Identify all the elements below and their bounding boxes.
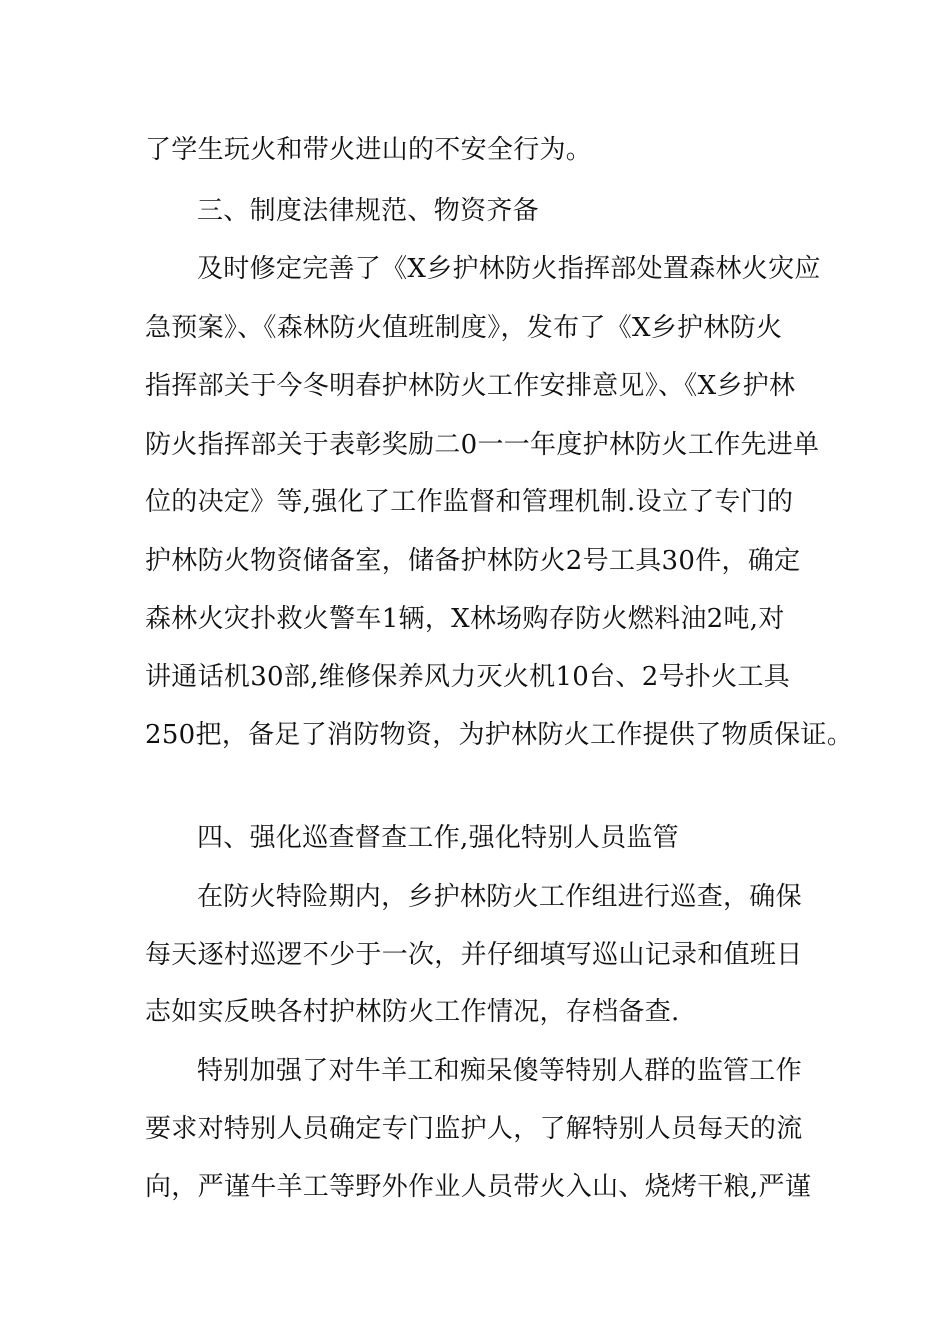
body-text-line: 了学生玩火和带火进山的不安全行为。 (145, 135, 593, 165)
body-text-line: 位的决定》等,强化了工作监督和管理机制.设立了专门的 (145, 487, 794, 517)
body-text-line: 志如实反映各村护林防火工作情况，存档备查. (145, 997, 680, 1027)
body-text-line: 森林火灾扑救火警车1辆，X林场购存防火燃料油2吨,对 (145, 604, 785, 634)
body-text-line: 向，严谨牛羊工等野外作业人员带火入山、烧烤干粮,严谨 (145, 1172, 812, 1202)
body-text-line: 在防火特险期内，乡护林防火工作组进行巡查，确保 (197, 882, 802, 912)
body-text-line: 每天逐村巡逻不少于一次，并仔细填写巡山记录和值班日 (145, 940, 803, 970)
body-text-line: 讲通话机30部,维修保养风力灭火机10台、2号扑火工具 (145, 662, 791, 692)
body-text-line: 急预案》、《森林防火值班制度》，发布了《X乡护林防火 (145, 313, 783, 343)
body-text-line: 250把，备足了消防物资，为护林防火工作提供了物质保证。 (145, 720, 854, 750)
body-text-line: 及时修定完善了《X乡护林防火指挥部处置森林火灾应 (197, 254, 821, 284)
body-text-line: 特别加强了对牛羊工和痴呆傻等特别人群的监管工作 (197, 1056, 802, 1086)
section-heading: 三、制度法律规范、物资齐备 (197, 196, 539, 226)
body-text-line: 要求对特别人员确定专门监护人，了解特别人员每天的流 (145, 1114, 803, 1144)
section-heading: 四、强化巡查督查工作,强化特别人员监管 (197, 823, 679, 853)
body-text-line: 护林防火物资储备室，储备护林防火2号工具30件，确定 (145, 546, 801, 576)
body-text-line: 防火指挥部关于表彰奖励二0一一年度护林防火工作先进单 (145, 430, 820, 460)
body-text-line: 指挥部关于今冬明春护林防火工作安排意见》、《X乡护林 (145, 371, 796, 401)
